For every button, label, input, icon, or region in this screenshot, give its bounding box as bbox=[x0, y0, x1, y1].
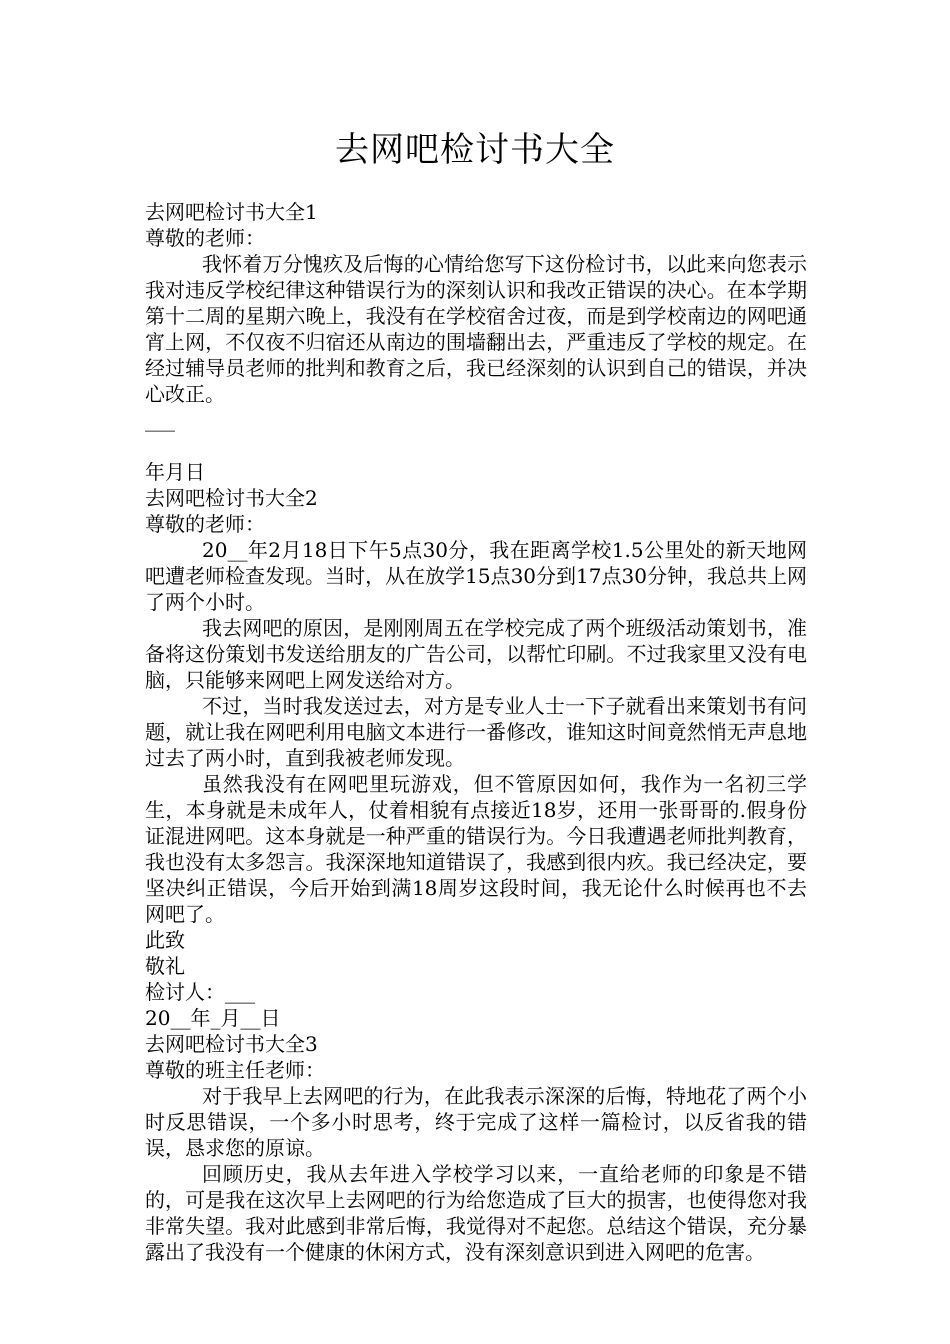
document-title: 去网吧检讨书大全 bbox=[335, 130, 615, 170]
salutation-1: 尊敬的老师： bbox=[145, 226, 265, 250]
paragraph: 我去网吧的原因，是刚刚周五在学校完成了两个班级活动策划书，准备将这份策划书发送给朋友的广告公司，以帮忙印刷。不过我家里又没有电脑，只能够来网吧上网发送给对方。 bbox=[145, 616, 807, 692]
salutation-2: 尊敬的老师： bbox=[145, 512, 265, 536]
date-line-2: 20__年_月__日 bbox=[145, 1006, 281, 1030]
date-line-1: 年月日 bbox=[145, 460, 205, 484]
paragraph: 20__年2月18日下午5点30分，我在距离学校1.5公里处的新天地网吧遭老师检查发现。当时，从在放学15点30分到17点30分钟，我总共上网了两个小时。 bbox=[145, 538, 807, 614]
signer-line: 检讨人：___ bbox=[145, 980, 255, 1004]
section-heading-2: 去网吧检讨书大全2 bbox=[145, 486, 318, 510]
section-heading-1: 去网吧检讨书大全1 bbox=[145, 200, 318, 224]
spacer bbox=[145, 433, 807, 459]
paragraph: 虽然我没有在网吧里玩游戏，但不管原因如何，我作为一名初三学生，本身就是未成年人，仗着相貌有点接近18岁，还用一张哥哥的.假身份证混进网吧。这本身就是一种严重的错误行为。今日我遭遇老师批判教育，我也没有太多怨言。我深深地知道错误了，我感到很内疚。我已经决定，要坚决纠正错误，今后开始到满18周岁这段时间，我无论什么时候再也不去网吧了。 bbox=[145, 772, 807, 926]
document-body bbox=[145, 199, 807, 1265]
section-heading-3: 去网吧检讨书大全3 bbox=[145, 1032, 318, 1056]
paragraph: 回顾历史，我从去年进入学校学习以来，一直给老师的印象是不错的，可是我在这次早上去网吧的行为给您造成了巨大的损害，也使得您对我非常失望。我对此感到非常后悔，我觉得对不起您。总结这个错误，充分暴露出了我没有一个健康的休闲方式，没有深刻意识到进入网吧的危害。 bbox=[145, 1162, 807, 1264]
signature-blank: ___ bbox=[145, 408, 175, 432]
closing-line-2: 敬礼 bbox=[145, 954, 185, 978]
salutation-3: 尊敬的班主任老师： bbox=[145, 1058, 325, 1082]
paragraph: 对于我早上去网吧的行为，在此我表示深深的后悔，特地花了两个小时反思错误，一个多小时思考，终于完成了这样一篇检讨，以反省我的错误，恳求您的原谅。 bbox=[145, 1084, 807, 1160]
paragraph: 我怀着万分愧疚及后悔的心情给您写下这份检讨书，以此来向您表示我对违反学校纪律这种错误行为的深刻认识和我改正错误的决心。在本学期第十二周的星期六晚上，我没有在学校宿舍过夜，而是到学校南边的网吧通宵上网，不仅夜不归宿还从南边的围墙翻出去，严重违反了学校的规定。在经过辅导员老师的批判和教育之后，我已经深刻的认识到自己的错误，并决心改正。 bbox=[145, 252, 807, 406]
paragraph: 不过，当时我发送过去，对方是专业人士一下子就看出来策划书有问题，就让我在网吧利用电脑文本进行一番修改，谁知这时间竟然悄无声息地过去了两小时，直到我被老师发现。 bbox=[145, 694, 807, 770]
closing-line-1: 此致 bbox=[145, 928, 185, 952]
